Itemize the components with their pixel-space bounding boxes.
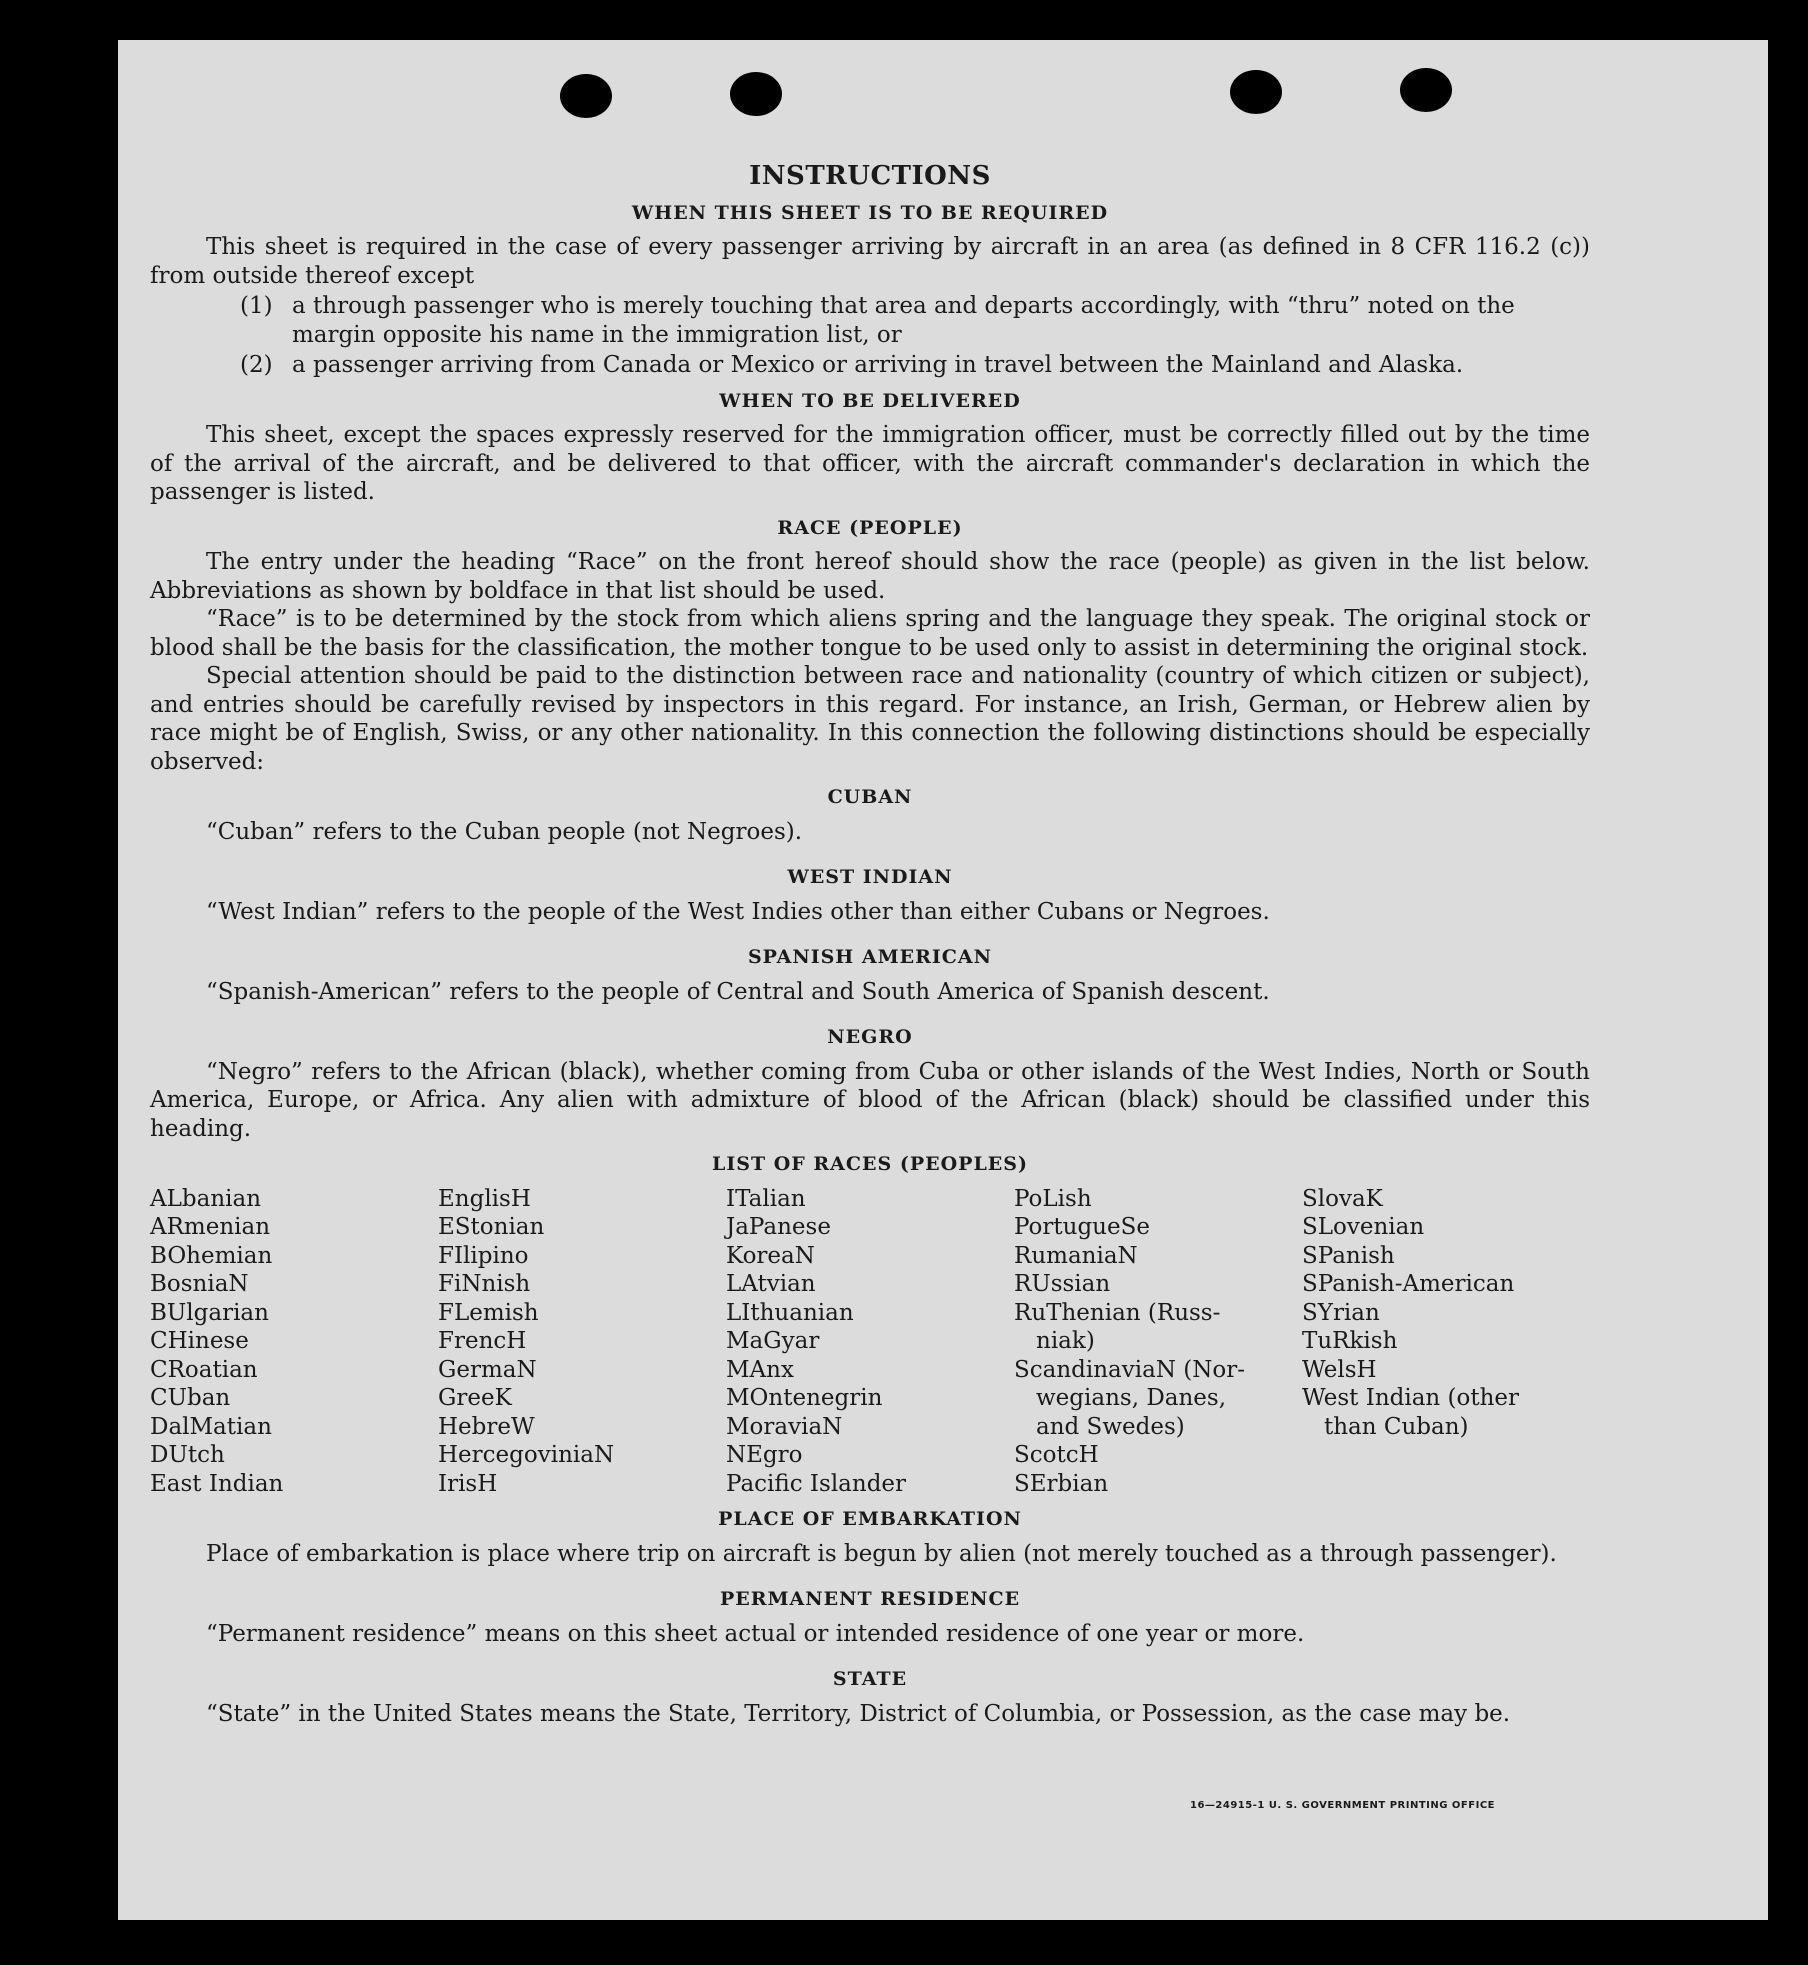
- races-list: [150, 1185, 1590, 1499]
- race-entry: MOntenegrin: [726, 1385, 883, 1411]
- section-heading-race: RACE (PEOPLE): [777, 516, 963, 539]
- section-heading-spanish-american: SPANISH AMERICAN: [747, 946, 993, 968]
- race-entry: GreeK: [438, 1385, 512, 1411]
- punch-hole: [560, 74, 612, 118]
- race-entry: CRoatian: [150, 1356, 258, 1383]
- residence-text: “Permanent residence” means on this sheet actual or intended residence of one year or more.: [206, 1620, 1305, 1647]
- race-entry: GermaN: [438, 1356, 537, 1383]
- race-entry: SPanish: [1302, 1242, 1395, 1269]
- races-column: [726, 1185, 1014, 1499]
- section-heading-races-list: LIST OF RACES (PEOPLES): [712, 1153, 1028, 1175]
- exception-text: a through passenger who is merely touching that area and departs accordingly, with “thru” noted on the margin opposite his name in the immigration list, or: [292, 293, 1515, 348]
- race-entry: Pacific Islander: [726, 1470, 907, 1497]
- race-entry: EStonian: [438, 1214, 545, 1240]
- race-entry: DUtch: [150, 1442, 225, 1468]
- race-entry: MoraviaN: [726, 1413, 843, 1440]
- race-entry: PoLish: [1014, 1185, 1092, 1212]
- document-title: INSTRUCTIONS: [749, 161, 991, 191]
- race-entry: BosniaN: [150, 1271, 249, 1297]
- race-entry: West Indian (other: [1302, 1385, 1520, 1411]
- race-entry: RumaniaN: [1014, 1242, 1138, 1269]
- race-entry: SLovenian: [1302, 1214, 1425, 1240]
- races-column: [438, 1185, 726, 1499]
- race-entry: PortugueSe: [1014, 1214, 1150, 1240]
- race-entry: SlovaK: [1302, 1185, 1383, 1212]
- race-entry: FiNnish: [438, 1271, 531, 1297]
- race-entry: niak): [1036, 1328, 1095, 1354]
- race-entry: RUssian: [1014, 1271, 1111, 1297]
- cuban-text: “Cuban” refers to the Cuban people (not Negroes).: [206, 818, 803, 845]
- races-column: [1014, 1185, 1302, 1499]
- race-paragraph: Special attention should be paid to the distinction between race and nationality (country of which citizen or subject), and entries should be carefully revised by inspectors in this regard. For instance, an Irish, German, or Hebrew alien by race might be of English, Swiss, or any other nationality. In this connection the following distinctions should be especially observed:: [150, 663, 1590, 775]
- race-entry: JaPanese: [726, 1214, 831, 1240]
- race-entry: ALbanian: [150, 1185, 262, 1212]
- state-text: “State” in the United States means the State, Territory, District of Columbia, or Possession, as the case may be.: [206, 1700, 1511, 1727]
- race-entry: IrisH: [438, 1470, 498, 1497]
- section-heading-residence: PERMANENT RESIDENCE: [719, 1588, 1021, 1610]
- race-entry: KoreaN: [726, 1242, 815, 1269]
- race-entry: MaGyar: [726, 1328, 820, 1354]
- printing-office-code: 16—24915-1 U. S. GOVERNMENT PRINTING OFFICE: [1190, 1800, 1495, 1811]
- west-indian-text: “West Indian” refers to the people of the West Indies other than either Cubans or Negroes.: [206, 898, 1270, 925]
- exception-number: (2): [240, 352, 273, 378]
- punch-hole: [1400, 68, 1452, 112]
- exception-number: (1): [240, 293, 273, 319]
- race-entry: BUlgarian: [150, 1299, 269, 1326]
- race-paragraph: The entry under the heading “Race” on the front hereof should show the race (people) as given in the list below. Abbreviations as shown by boldface in that list should be used.: [150, 549, 1590, 604]
- race-entry: NEgro: [726, 1442, 803, 1468]
- section-heading-cuban: CUBAN: [827, 786, 913, 808]
- exception-item: [240, 351, 1590, 380]
- race-entry: MAnx: [726, 1356, 794, 1383]
- section-heading-delivered: WHEN TO BE DELIVERED: [719, 389, 1021, 412]
- race-paragraph: “Race” is to be determined by the stock from which aliens spring and the language they speak. The original stock or blood shall be the basis for the classification, the mother tongue to be used only to assist in determining the original stock.: [150, 606, 1590, 661]
- required-intro: This sheet is required in the case of every passenger arriving by aircraft in an area (as defined in 8 CFR 116.2 (c)) from outside thereof except: [150, 234, 1590, 289]
- races-column: [150, 1185, 438, 1499]
- race-entry: East Indian: [150, 1470, 284, 1497]
- embarkation-text: Place of embarkation is place where trip on aircraft is begun by alien (not merely touched as a through passenger).: [206, 1540, 1557, 1567]
- race-entry: RuThenian (Russ-: [1014, 1299, 1221, 1326]
- race-entry: wegians, Danes,: [1036, 1385, 1227, 1411]
- race-entry: FIlipino: [438, 1242, 529, 1269]
- spanish-american-text: “Spanish-American” refers to the people of Central and South America of Spanish descent.: [206, 978, 1270, 1005]
- race-entry: than Cuban): [1324, 1413, 1469, 1440]
- section-heading-west-indian: WEST INDIAN: [787, 866, 953, 888]
- race-entry: EnglisH: [438, 1185, 531, 1212]
- section-heading-required: WHEN THIS SHEET IS TO BE REQUIRED: [631, 201, 1109, 224]
- punch-hole: [730, 72, 782, 116]
- document-body: [150, 158, 1590, 1728]
- race-entry: ARmenian: [150, 1214, 271, 1240]
- race-entry: ScotcH: [1014, 1442, 1099, 1468]
- race-entry: LAtvian: [726, 1271, 816, 1297]
- delivered-text: This sheet, except the spaces expressly reserved for the immigration officer, must be correctly filled out by the time of the arrival of the aircraft, and be delivered to that officer, with the aircraft commander's declaration in which the passenger is listed.: [150, 422, 1590, 505]
- section-heading-state: STATE: [832, 1668, 908, 1690]
- race-entry: SYrian: [1302, 1299, 1380, 1326]
- race-entry: HercegoviniaN: [438, 1442, 615, 1468]
- race-entry: CHinese: [150, 1328, 249, 1354]
- negro-text: “Negro” refers to the African (black), whether coming from Cuba or other islands of the West Indies, North or South America, Europe, or Africa. Any alien with admixture of blood of the African (black) should be classified under this heading.: [150, 1058, 1590, 1142]
- race-entry: ITalian: [726, 1185, 806, 1212]
- exception-text: a passenger arriving from Canada or Mexico or arriving in travel between the Mainland and Alaska.: [292, 352, 1464, 378]
- race-entry: WelsH: [1302, 1356, 1377, 1383]
- race-entry: BOhemian: [150, 1242, 273, 1269]
- race-entry: FrencH: [438, 1328, 527, 1354]
- race-entry: LIthuanian: [726, 1299, 854, 1326]
- race-entry: TuRkish: [1302, 1328, 1398, 1354]
- race-entry: SPanish-American: [1302, 1271, 1515, 1297]
- section-heading-embarkation: PLACE OF EMBARKATION: [718, 1508, 1022, 1530]
- races-column: [1302, 1185, 1590, 1499]
- race-entry: and Swedes): [1036, 1413, 1185, 1440]
- punch-hole: [1230, 70, 1282, 114]
- race-entry: HebreW: [438, 1413, 535, 1440]
- section-heading-negro: NEGRO: [827, 1026, 913, 1048]
- race-entry: FLemish: [438, 1299, 539, 1326]
- race-entry: ScandinaviaN (Nor-: [1014, 1356, 1245, 1383]
- race-entry: SErbian: [1014, 1470, 1109, 1497]
- exception-item: [240, 292, 1590, 349]
- race-entry: CUban: [150, 1385, 231, 1411]
- race-entry: DalMatian: [150, 1413, 272, 1440]
